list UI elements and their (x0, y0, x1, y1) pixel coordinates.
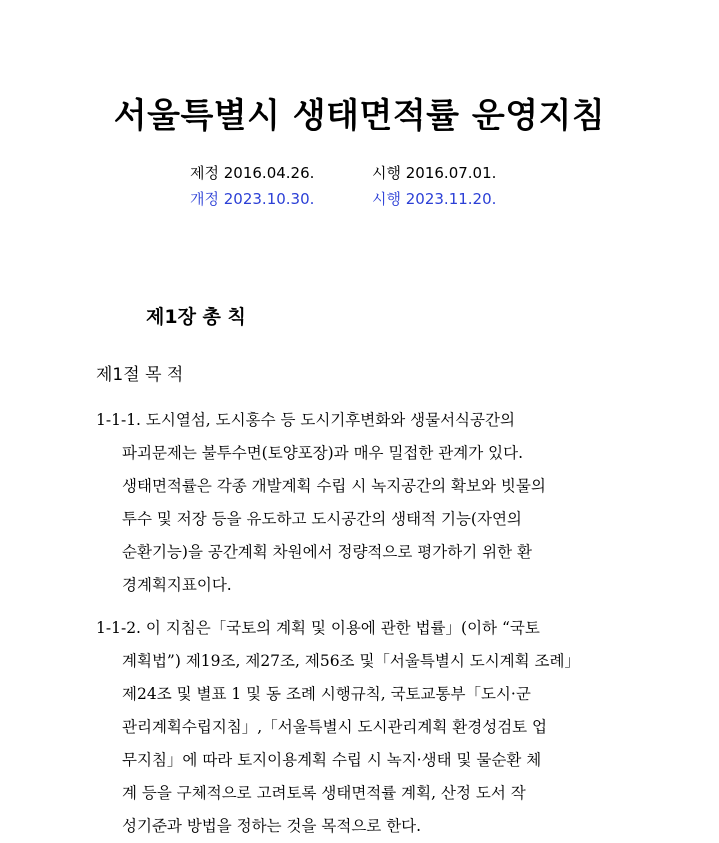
article-line: 순환기능)을 공간계획 차원에서 정량적으로 평가하기 위한 환 (122, 543, 532, 561)
revised-effective-date: 시행 2023.11.20. (372, 190, 497, 208)
article-line: 성기준과 방법을 정하는 것을 목적으로 한다. (122, 817, 422, 835)
article-line: 제24조 및 별표 1 및 동 조례 시행규칙, 국토교통부「도시·군 (122, 685, 531, 703)
document-title: 서울특별시 생태면적률 운영지침 (113, 96, 606, 136)
date-block (190, 160, 550, 212)
chapter-heading: 제1장 총 칙 (146, 306, 246, 328)
article-line: 1-1-2. 이 지침은「국토의 계획 및 이용에 관한 법률」(이하 “국토 (96, 619, 540, 637)
article-line: 계획법”) 제19조, 제27조, 제56조 및「서울특별시 도시계획 조례」 (122, 652, 580, 670)
enactment-row (190, 160, 550, 186)
article-line: 계 등을 구체적으로 고려토록 생태면적률 계획, 산정 도서 작 (122, 784, 526, 802)
article-line: 생태면적률은 각종 개발계획 수립 시 녹지공간의 확보와 빗물의 (122, 477, 546, 495)
enacted-date: 제정 2016.04.26. (190, 164, 315, 182)
article-line: 관리계획수립지침」,「서울특별시 도시관리계획 환경성검토 업 (122, 718, 548, 736)
article-line: 투수 및 저장 등을 유도하고 도시공간의 생태적 기능(자연의 (122, 510, 522, 528)
article-line: 파괴문제는 불투수면(토양포장)과 매우 밀접한 관계가 있다. (122, 444, 524, 462)
article-line: 1-1-1. 도시열섬, 도시홍수 등 도시기후변화와 생물서식공간의 (96, 411, 515, 429)
revised-date: 개정 2023.10.30. (190, 190, 315, 208)
enacted-effective-date: 시행 2016.07.01. (372, 164, 497, 182)
article-line: 무지침」에 따라 토지이용계획 수립 시 녹지·생태 및 물순환 체 (122, 751, 542, 769)
article-line: 경계획지표이다. (122, 576, 232, 594)
section-heading: 제1절 목 적 (96, 365, 184, 385)
revision-row (190, 186, 550, 212)
article-1-1-1 (96, 404, 626, 602)
article-1-1-2 (96, 612, 626, 843)
